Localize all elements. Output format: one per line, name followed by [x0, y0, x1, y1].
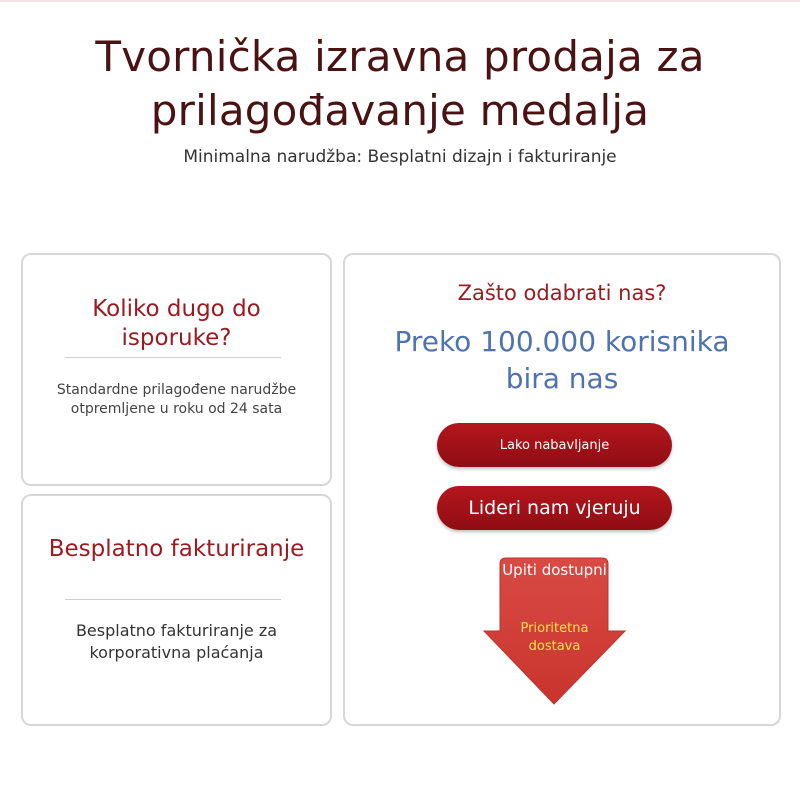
invoice-divider: [65, 599, 281, 600]
invoice-heading: Besplatno fakturiranje: [48, 536, 305, 562]
invoice-card: [21, 494, 332, 726]
inquiries-label: Upiti dostupni: [502, 561, 607, 579]
page-title: Tvornička izravna prodaja za prilagođavanje medalja: [95, 32, 705, 135]
delivery-divider: [65, 357, 281, 358]
priority-delivery-label: Prioritetna dostava: [520, 621, 589, 654]
page-subtitle: Minimalna narudžba: Besplatni dizajn i fakturiranje: [183, 147, 617, 167]
delivery-heading: Koliko dugo do isporuke?: [92, 296, 261, 351]
priority-arrow: [482, 556, 627, 706]
why-us-card: [343, 253, 781, 726]
easy-procurement-button[interactable]: Lako nabavljanje: [437, 423, 672, 467]
users-count-text: Preko 100.000 korisnika bira nas: [394, 325, 730, 395]
delivery-text: Standardne prilagođene narudžbe otpremljene u roku od 24 sata: [56, 382, 297, 417]
invoice-text: Besplatno fakturiranje za korporativna plaćanja: [75, 621, 278, 662]
top-divider: [0, 0, 800, 2]
delivery-card: [21, 253, 332, 486]
trusted-by-leaders-button[interactable]: Lideri nam vjeruju: [437, 486, 672, 530]
why-us-heading: Zašto odabrati nas?: [457, 281, 667, 305]
